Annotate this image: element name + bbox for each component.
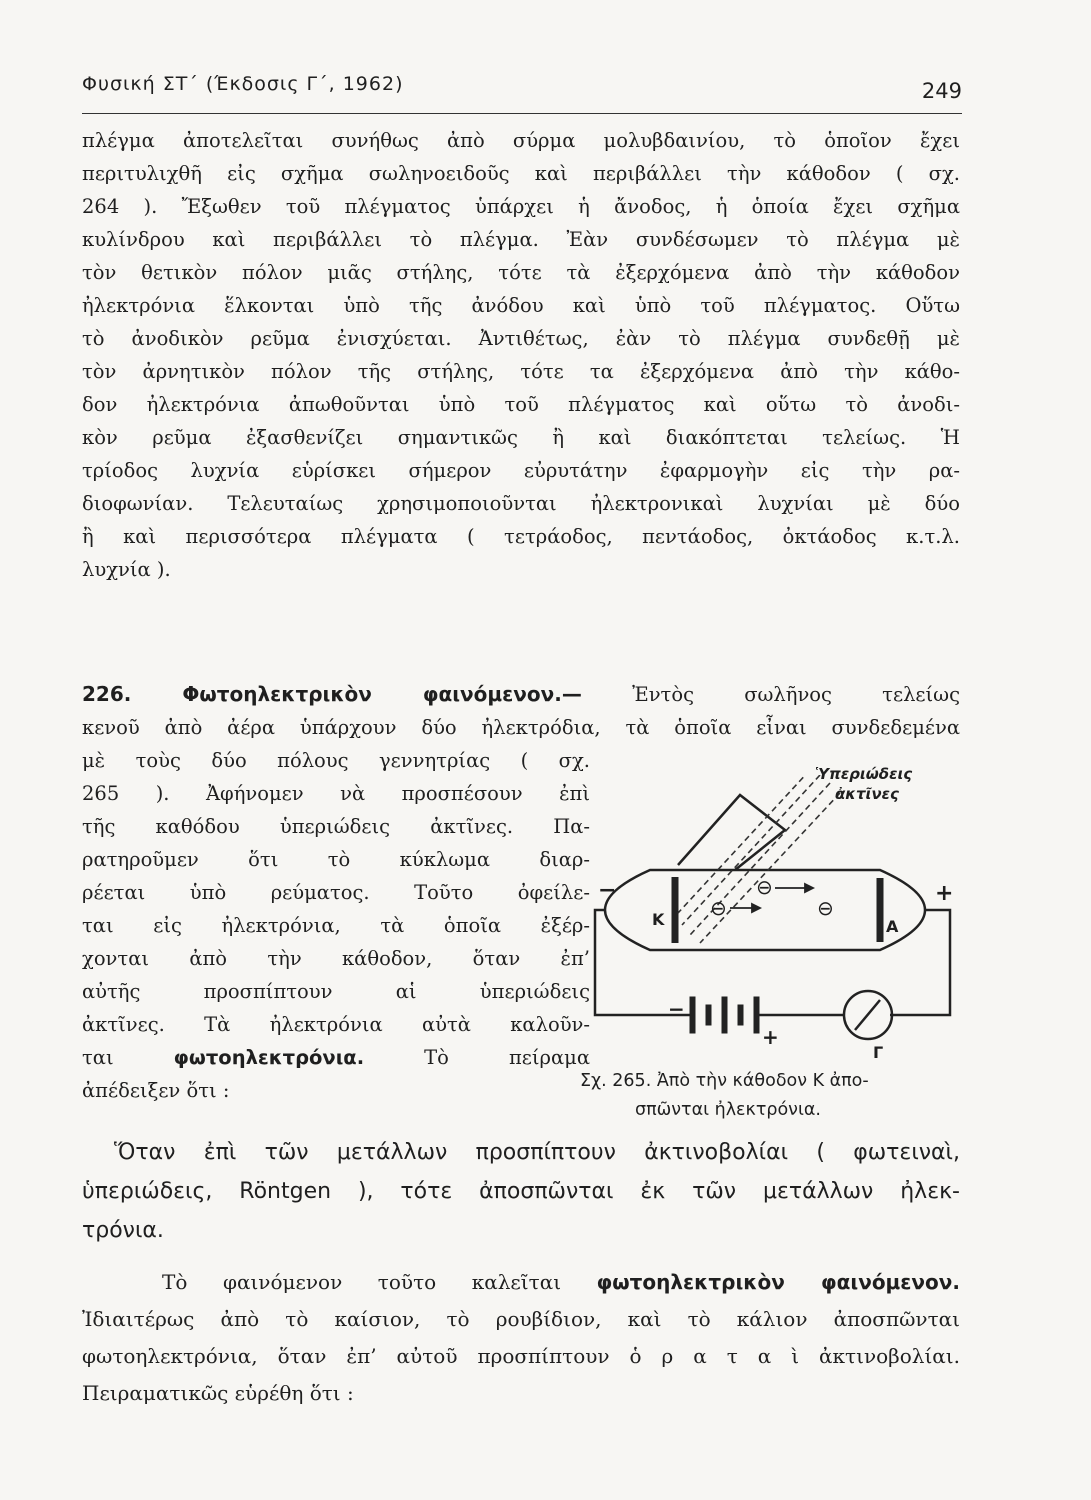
battery-minus: − [668,997,685,1021]
text-line: λυχνία ). [82,558,171,581]
text-line: τρίοδος λυχνία εὑρίσκει σήμερον εὐρυτάτην ἐφαρμογὴν εἰς τὴν ρα- [82,459,960,482]
figure-265 [590,765,970,1075]
text-line: ἠλεκτρόνια ἕλκονται ὑπὸ τῆς ἀνόδου καὶ ὑπὸ τοῦ πλέγματος. Οὕτω [82,294,960,317]
paragraph-triode [82,124,960,586]
text-line: Ὅταν ἐπὶ τῶν μετάλλων προσπίπτουν ἀκτινοβολίαι ( φωτειναὶ, [114,1140,960,1165]
page-header [82,73,962,114]
text-line: κὸν ρεῦμα ἐξασθενίζει σημαντικῶς ἢ καὶ διακόπτεται τελείως. Ἡ [82,426,960,449]
term-photoelectrons: φωτοηλεκτρόνια. [173,1046,365,1069]
term-prefix: ται [82,1046,114,1069]
electron-icon: ⊖ [817,896,834,920]
text-line: κυλίνδρου καὶ περιβάλλει τὸ πλέγμα. Ἐὰν συνδέσωμεν τὸ πλέγμα μὲ [82,228,960,251]
electron-icon: ⊖ [710,896,727,920]
text-line: φωτοηλεκτρόνια, ὅταν ἐπ’ αὐτοῦ προσπίπτουν ὁ ρ α τ α ὶ ἀκτινοβολίαι. [82,1344,960,1368]
cathode-label: K [652,910,665,929]
page-number: 249 [921,79,962,103]
galvanometer-needle [855,1000,880,1030]
electron-icon: ⊖ [756,875,773,899]
wire-left [595,910,660,1015]
text-line: 264 ). Ἔξωθεν τοῦ πλέγματος ὑπάρχει ἡ ἄνοδος, ἡ ὁποία ἔχει σχῆμα [82,195,960,218]
text-line: ρέεται ὑπὸ ρεύματος. Τοῦτο ὀφείλε- [82,881,590,904]
wire-right [890,910,950,1015]
galvanometer-label: Γ [873,1043,884,1062]
text-line: Πειραματικῶς εὑρέθη ὅτι : [82,1381,354,1405]
text-line: δον ἠλεκτρόνια ἀπωθοῦνται ὑπὸ τοῦ πλέγματος καὶ οὕτω τὸ ἀνοδι- [82,393,960,416]
text-line: Ἰδιαιτέρως ἀπὸ τὸ καίσιον, τὸ ρουβίδιον, καὶ τὸ κάλιον ἀποσπῶνται [82,1307,960,1331]
minus-terminal: − [598,878,617,903]
text-line: μὲ τοὺς δύο πόλους γεννητρίας ( σχ. [82,749,590,772]
definition-prefix: Τὸ φαινόμενον τοῦτο καλεῖται [162,1270,562,1294]
caption-line: σπῶνται ἠλεκτρόνια. [635,1100,821,1120]
uv-label-2: ἀκτῖνες [835,785,899,803]
text-line: ὑπεριώδεις, Röntgen ), τότε ἀποσπῶνται ἐκ τῶν μετάλλων ἠλεκ- [82,1179,960,1204]
text-line: ἀπέδειξεν ὅτι : [82,1079,230,1102]
text-line [82,1041,590,1074]
text-line: χονται ἀπὸ τὴν κάθοδον, ὅταν ἐπ’ [82,947,590,970]
text-line: τῆς καθόδου ὑπεριώδεις ἀκτῖνες. Πα- [82,815,590,838]
text-line: ἀκτῖνες. Τὰ ἠλεκτρόνια αὐτὰ καλοῦν- [82,1013,590,1036]
uv-label-1: Ὑπεριώδεις [815,765,913,783]
text-line: αὐτῆς προσπίπτουν αἱ ὑπεριώδεις [82,980,590,1003]
plus-terminal: + [935,881,954,906]
section-heading-line [82,678,960,711]
text-line: ται εἰς ἠλεκτρόνια, τὰ ὁποῖα ἐξέρ- [82,914,590,937]
text-line: περιτυλιχθῆ εἰς σχῆμα σωληνοειδοῦς καὶ περιβάλλει τὴν κάθοδον ( σχ. [82,162,960,185]
text-line: ρατηροῦμεν ὅτι τὸ κύκλωμα διαρ- [82,848,590,871]
text-line: κενοῦ ἀπὸ ἀέρα ὑπάρχουν δύο ἠλεκτρόδια, τὰ ὁποῖα εἶναι συνδεδεμένα [82,716,960,739]
running-title: Φυσική ΣΤ΄ (Έκδοσις Γ΄, 1962) [82,73,404,95]
photocell-circuit-diagram [590,775,970,1075]
uv-arm-outline [678,795,785,870]
paragraph-definition [82,1264,960,1412]
term-suffix: Τὸ πείραμα [424,1046,590,1069]
figure-caption [580,1067,970,1125]
law-statement [82,1133,960,1250]
text-line: διοφωνίαν. Τελευταίως χρησιμοποιοῦνται ἠλεκτρονικαὶ λυχνίαι μὲ δύο [82,492,960,515]
anode-label: A [886,917,899,936]
text-line: τὸν ἀρνητικὸν πόλον τῆς στήλης, τότε τα ἐξερχόμενα ἀπὸ τὴν κάθο- [82,360,960,383]
text-line: τρόνια. [82,1218,164,1243]
text-line [82,1264,960,1301]
text-line: τὸ ἀνοδικὸν ρεῦμα ἐνισχύεται. Ἀντιθέτως, ἐὰν τὸ πλέγμα συνδεθῇ μὲ [82,327,960,350]
section-title: 226. Φωτοηλεκτρικὸν φαινόμενον.— [82,682,582,706]
text-line: τὸν θετικὸν πόλον μιᾶς στήλης, τότε τὰ ἐξερχόμενα ἀπὸ τὴν κάθοδον [82,261,960,284]
section-first-line: Ἐντὸς σωλῆνος τελείως [632,683,960,706]
battery-plus: + [762,1025,779,1049]
term-photoelectric-effect: φωτοηλεκτρικὸν φαινόμενον. [596,1270,960,1294]
uv-rays [678,775,840,943]
text-line: ἢ καὶ περισσότερα πλέγματα ( τετράοδος, πεντάοδος, ὀκτάοδος κ.τ.λ. [82,525,960,548]
text-line: πλέγμα ἀποτελεῖται συνήθως ἀπὸ σύρμα μολυβδαινίου, τὸ ὁποῖον ἔχει [82,129,960,152]
text-line: 265 ). Ἀφήνομεν νὰ προσπέσουν ἐπὶ [82,782,590,805]
caption-line: Σχ. 265. Ἀπὸ τὴν κάθοδον Κ ἀπο- [580,1071,869,1091]
